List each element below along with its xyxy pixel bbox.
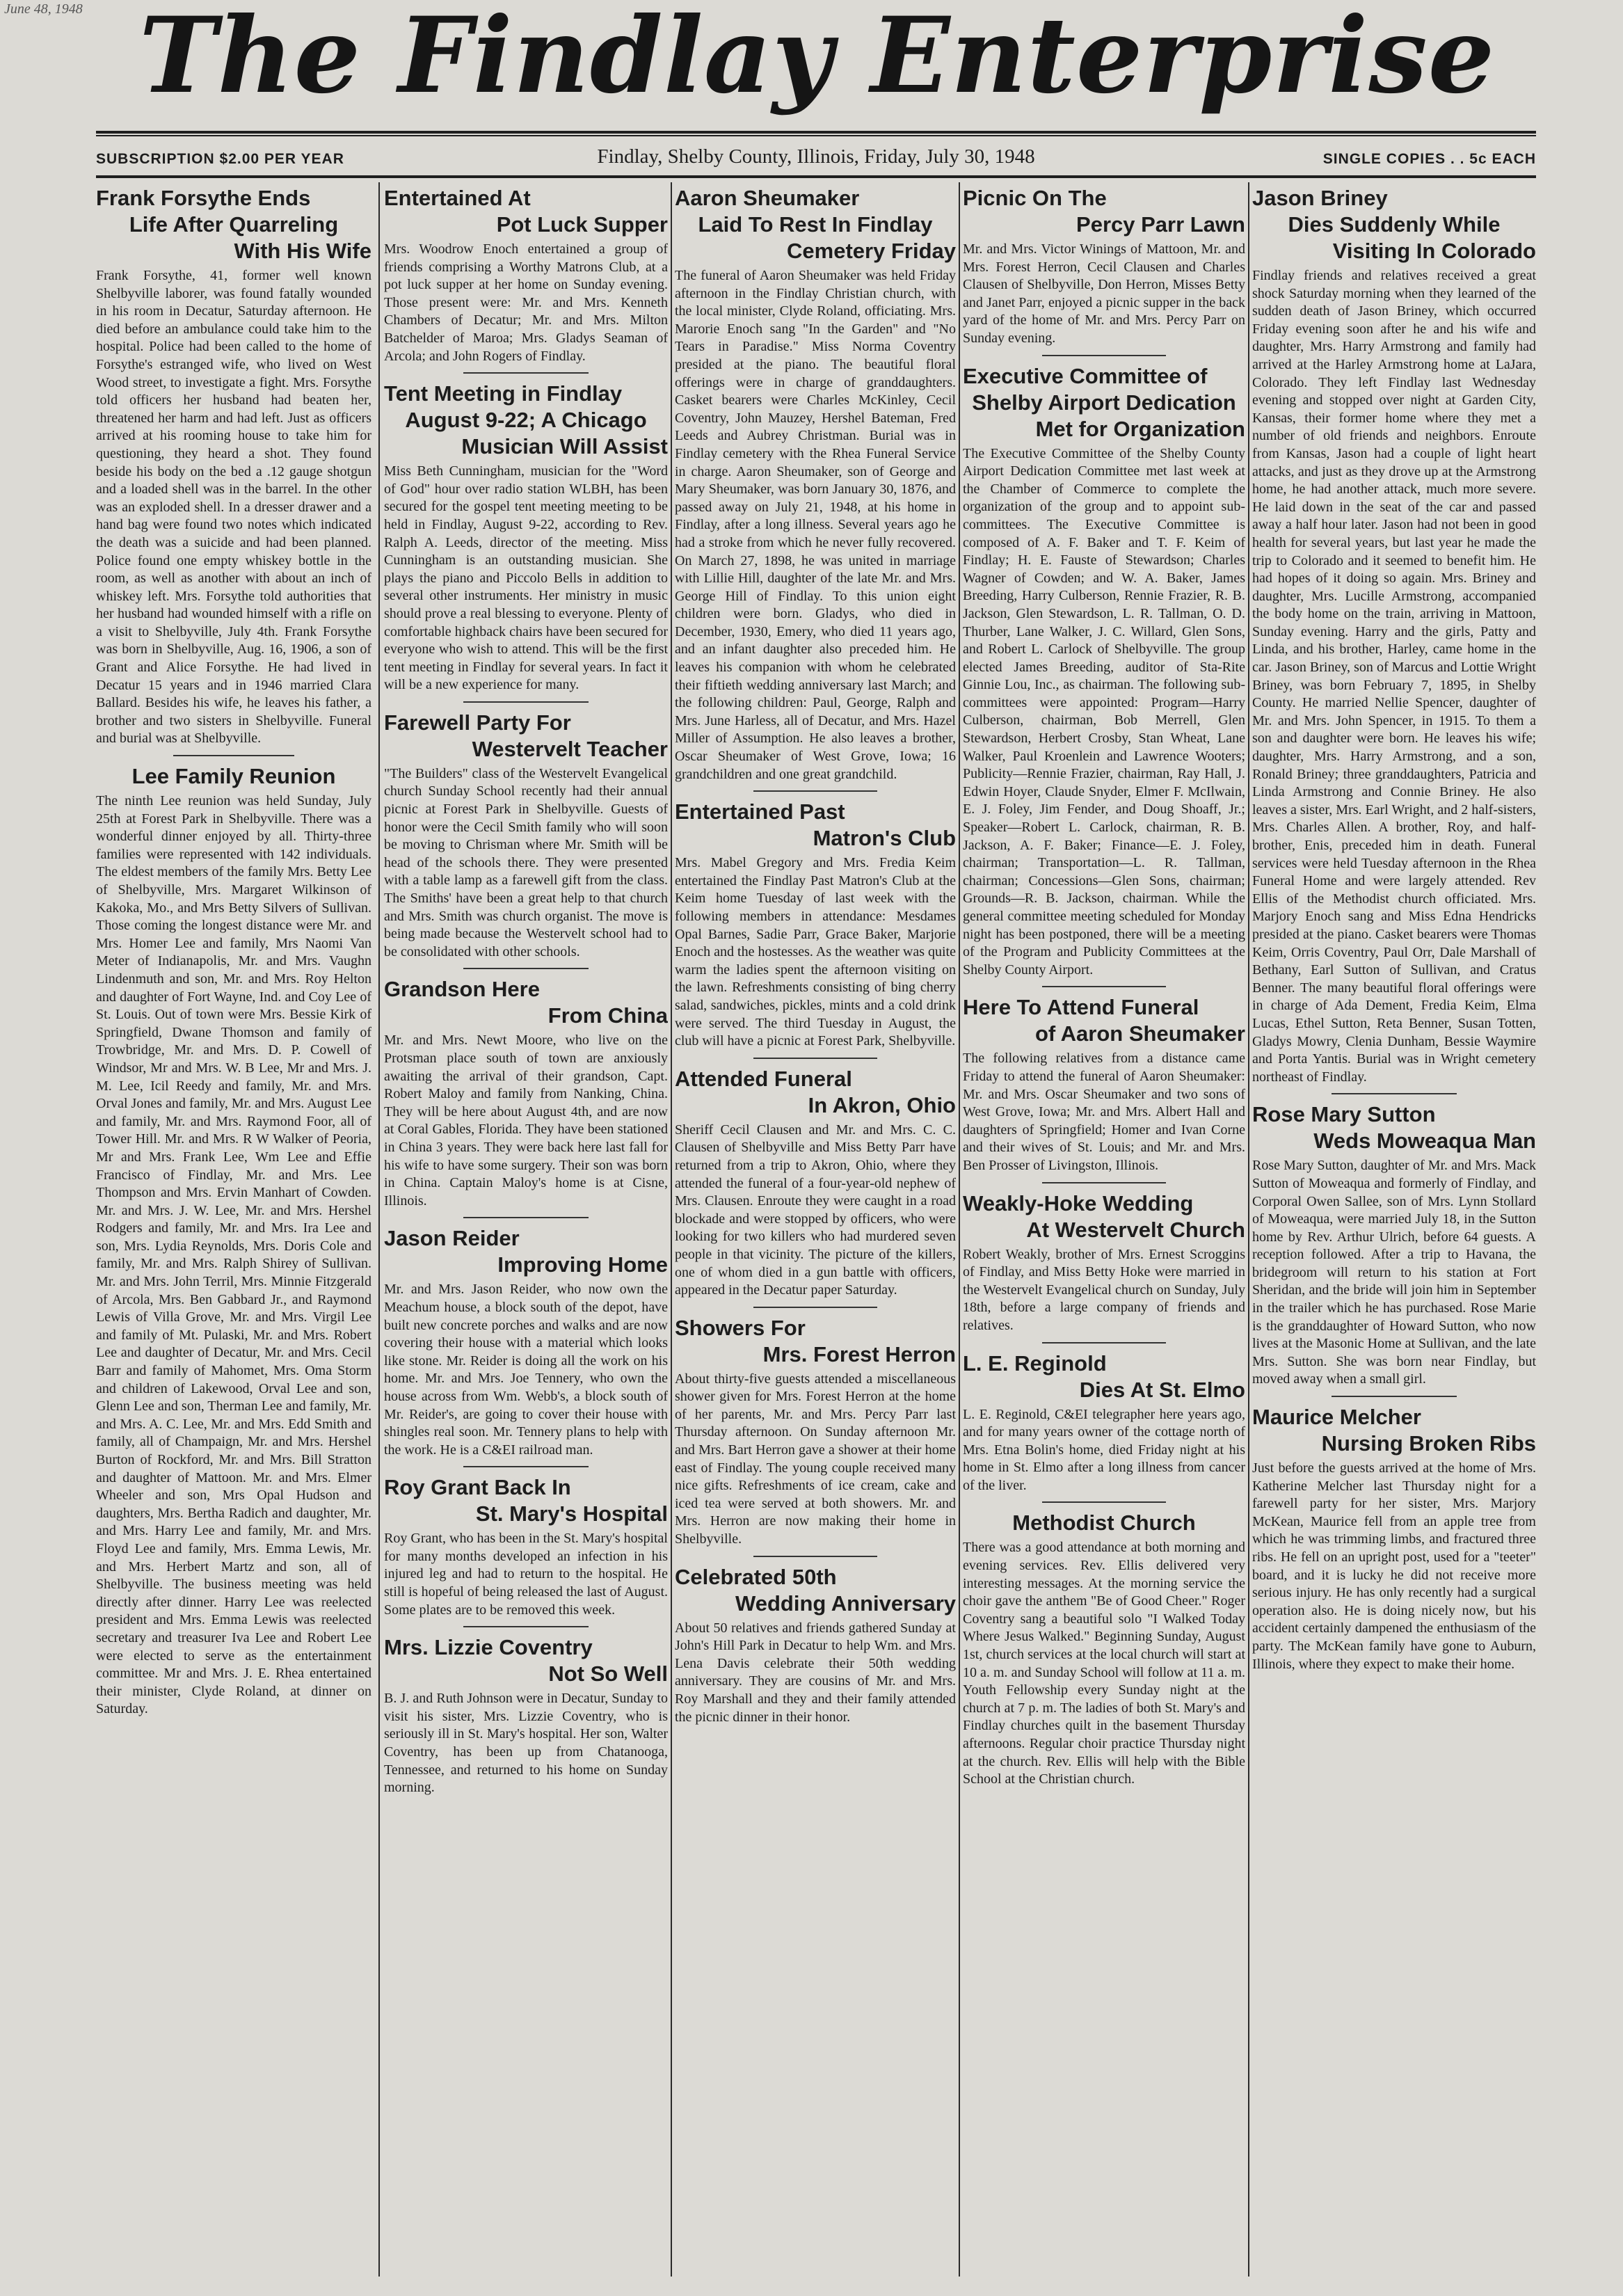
- dateline: Findlay, Shelby County, Illinois, Friday, July 30, 1948: [597, 145, 1035, 168]
- headline-line: Entertained At: [384, 186, 531, 210]
- article-separator: [1042, 355, 1167, 356]
- headline-line: Frank Forsythe Ends: [96, 186, 311, 210]
- column-2: [384, 182, 668, 2290]
- article-separator: [753, 1556, 877, 1557]
- article: [384, 1634, 668, 1797]
- article-separator: [463, 372, 589, 374]
- headline-line: Percy Parr Lawn: [1076, 212, 1245, 237]
- headline-line: Dies Suddenly While: [1288, 212, 1501, 237]
- headline-line: At Westervelt Church: [1026, 1217, 1245, 1242]
- headline-line: August 9-22; A Chicago: [405, 408, 647, 433]
- column-5: [1252, 182, 1536, 2290]
- article: [96, 185, 371, 748]
- headline-line: Shelby Airport Dedication: [972, 390, 1236, 415]
- article-body: Roy Grant, who has been in the St. Mary's hospital for many months developed an infection in his injured leg and had to return to the hospital. He still is hopeful of being released the last of August. Some plates are to be removed this week.: [384, 1531, 668, 1618]
- article: [675, 1564, 956, 1727]
- column-4: [963, 182, 1245, 2290]
- article-separator: [753, 1307, 877, 1308]
- headline-line: In Akron, Ohio: [808, 1092, 956, 1117]
- article: [963, 1190, 1245, 1335]
- headline-line: With His Wife: [234, 239, 371, 263]
- article: [1252, 185, 1536, 1086]
- column-divider: [378, 182, 380, 2277]
- headline-line: Tent Meeting in Findlay: [384, 381, 623, 406]
- article-headline: [1252, 1101, 1536, 1154]
- article-headline: [675, 1066, 956, 1119]
- article: [963, 363, 1245, 980]
- article: [96, 763, 371, 1719]
- article-separator: [753, 790, 877, 792]
- article-body: Mr. and Mrs. Jason Reider, who now own the Meachum house, a block south of the depot, have built new concrete porches and walks and are now covering their house with a material which looks like stone. Mr. Reider is doing all the work on his home. Mr. and Mrs. Joe Tennery, who own the house across from Wm. Webb's, a block south of Mr. Reider's, are going to cover their house with shingles real soon. Mr. Tennery plans to help with the work. He is a C&EI railroad man.: [384, 1282, 668, 1458]
- article: [963, 1350, 1245, 1495]
- headline-line: Lee Family Reunion: [131, 764, 336, 789]
- column-1: [96, 182, 371, 2290]
- article-headline: [675, 1564, 956, 1617]
- article-body: Mrs. Woodrow Enoch entertained a group of friends comprising a Worthy Matrons Club, at a pot luck supper at her home on Sunday evening. Those present were: Mr. and Mrs. Kenneth Chambers of Decatur; Mr. and Mrs. Milton Batchelder of Maroa; Mrs. Gladys Seaman of Arcola; and John Rogers of Findlay.: [384, 241, 668, 364]
- article-headline: [963, 1350, 1245, 1403]
- masthead-rule: [96, 131, 1536, 134]
- article: [1252, 1101, 1536, 1389]
- article: [963, 185, 1245, 348]
- article: [384, 1474, 668, 1619]
- article: [384, 1225, 668, 1459]
- article-body: The Executive Committee of the Shelby County Airport Dedication Committee met last week at the Chamber of Commerce to complete the organization of the group and to appoint sub-committees. The Executive Committee is composed of A. F. Baker and T. F. Keim of Findlay; H. E. Fauste of Stewardson; Charles Wagner of Cowden; and W. A. Baker, James Breeding, Harry Culberson, Rennie Frazier, R. B. Jackson, Glen Stewardson, L. R. Tallman, O. D. Thurber, Lane Walker, J. C. Willard, Glen Sons, and Robert L. Carlock of Shelbyville. The group elected James Breeding, auditor of Sta-Rite Ginnie Lou, Inc., as chairman. The following sub-committees were appointed: Program—Harry Culberson, chairman, Bob Merrell, Glen Stewardson, Herbert Crosby, Stan Wheat, Lane Walker, Paul Kroenlein and Lawrence Wooters; Publicity—Rennie Frazier, chairman, Ray Hall, J. Edwin Hoyer, Claude Snyder, Elmer F. McIlwain, E. J. Foley, Jim Fender, and Doug Shoaff, Jr.; Speaker—Robert L. Carlock, chairman, R. B. Jackson, A. F. Baker; Finance—E. J. Foley, chairman; Transportation—L. R. Tallman, chairman; Concessions—Glen Sons, chairman; Grounds—R. B. Jackson, chairman. While the general committee meeting scheduled for Monday night has been postponed, there will be a meeting of the Program and Publicity Committees at the Shelby County Airport.: [963, 445, 1245, 978]
- headline-line: Farewell Party For: [384, 710, 571, 735]
- headline-line: Mrs. Forest Herron: [762, 1341, 956, 1366]
- article-body: B. J. and Ruth Johnson were in Decatur, Sunday to visit his sister, Mrs. Lizzie Coventry, who is seriously ill in St. Mary's hospital. Her son, Walter Coventry, has been up from Chatanooga, Tennessee, and returned to his home on Sunday morning.: [384, 1691, 668, 1796]
- column-divider: [959, 182, 960, 2277]
- article-separator: [1042, 1501, 1167, 1503]
- headline-line: Not So Well: [548, 1661, 668, 1687]
- article-headline: [675, 799, 956, 852]
- headline-line: Grandson Here: [384, 977, 540, 1002]
- headline-line: L. E. Reginold: [963, 1350, 1107, 1376]
- article-headline: [384, 381, 668, 460]
- headline-line: Aaron Sheumaker: [675, 186, 860, 210]
- article: [384, 976, 668, 1210]
- article-headline: [963, 363, 1245, 443]
- article: [675, 1066, 956, 1300]
- article-body: About 50 relatives and friends gathered Sunday at John's Hill Park in Decatur to help Wm. and Mrs. Lena Davis celebrate their 50th wedding anniversary. They are cousins of Mr. and Mrs. Roy Marshall and they and their family attended the picnic dinner in their honor.: [675, 1620, 956, 1725]
- headline-line: Roy Grant Back In: [384, 1475, 571, 1500]
- article-separator: [463, 701, 589, 703]
- headline-line: Weds Moweaqua Man: [1313, 1129, 1536, 1154]
- article-body: Findlay friends and relatives received a great shock Saturday morning when they learned of the sudden death of Jason Briney, which occurred Friday evening soon after he and his wife and daughter, Mrs. Harry Armstrong and family had arrived at the Harley Armstrong home at LaJara, Colorado. They left Findlay last Wednesday evening and stopped over night at Garden City, Kansas, their former home where they met a number of old friends and neighbors. Enroute from Kansas, Jason had a couple of light heart attacks, and just as they drove up at the Armstrong home, he had another attack, much more severe. He laid down in the seat of the car and passed away a half hour later. Jason had not been in good health for several years, but last year he made the trip to Colorado and it seemed to benefit him. He had hopes of it doing so again. Mrs. Briney and daughter, Mrs. Lucille Armstrong, accompanied the body home on the train, arriving in Mattoon, Sunday evening. Harry and the girls, Patty and Linda, and his brother, Harley, came home in the car. Jason Briney, son of Marcus and Lottie Wright Briney, was born February 7, 1895, in Shelby County. He married Nellie Spencer, daughter of Mr. and Mrs. John Spencer, in 1915. To them a son and daughter were born. He leaves his wife; daughter, Mrs. Harry Armstrong, and a son, Ronald Briney; three granddaughters, Patricia and Linda Armstrong and Connie Briney. He also leaves a sister, Mrs. Earl Wright, and 2 half-sisters, Mrs. Charles Allen. A brother, Roy, and half-brother, Enis, preceded him in death. Funeral services were held Tuesday afternoon in the Rhea Funeral Home and were largely attended. Rev Ellis of the Methodist church officiated. Mrs. Marjory Enoch sang and Miss Edna Hendricks presided at the piano. Casket bearers were Thomas Keim, Orris Coventry, Paul Orr, Dale Marshall of Bethany, Earl Sutton of Sullivan, and Cratus Benner. The many beautiful floral offerings were in charge of Ada Dement, Fredia Keim, Elma Lucas, Ethel Sutton, Reta Benner, Susan Totten, Gladys Mowry, Clenia Dunham, Bessie Waymire and Porta Yantis. Burial was in Wright cemetery northeast of Findlay.: [1252, 268, 1536, 1085]
- headline-line: Westervelt Teacher: [472, 736, 668, 761]
- subscription-price: SUBSCRIPTION $2.00 PER YEAR: [96, 151, 344, 167]
- headline-line: Showers For: [675, 1315, 806, 1340]
- article-separator: [463, 968, 589, 969]
- article-headline: [1252, 1404, 1536, 1457]
- headline-line: Jason Reider: [384, 1226, 520, 1251]
- headline-line: Dies At St. Elmo: [1079, 1377, 1245, 1402]
- article-separator: [463, 1626, 589, 1627]
- column-divider: [1248, 182, 1249, 2277]
- headline-line: Met for Organization: [1035, 416, 1245, 441]
- article-headline: [963, 994, 1245, 1047]
- article-body: Rose Mary Sutton, daughter of Mr. and Mrs. Mack Sutton of Moweaqua and formerly of Findlay, and Corporal Owen Sallee, son of Mrs. Lynn Stollard of Moweaqua, were married July 18, in the Sutton home by Rev. Arthur Ulrich, before 64 guests. A reception followed. After a trip to Havana, the bridegroom will return to his station at Fort Sheridan, and the bride will join him in September in the trailer which he has purchased. Rose Marie is the granddaughter of Howard Sutton, who now lives at the Masonic Home at Sullivan, and the late Mrs. Sutton. She was born near Findlay, but moved away when a small girl.: [1252, 1158, 1536, 1387]
- headline-line: Matron's Club: [813, 826, 956, 851]
- article-separator: [1042, 1342, 1167, 1344]
- headline-line: Musician Will Assist: [461, 434, 668, 459]
- article-body: The ninth Lee reunion was held Sunday, July 25th at Forest Park in Shelbyville. There was a wonderful dinner enjoyed by all. Thirty-three families were represented with 142 individuals. The eldest members of the family Mrs. Betty Lee of Shelbyville, Mrs. Margaret Wilkinson of Kakoka, Mo., and Mrs Betty Silvers of Sullivan. Those coming the longest distance were Mr. and Mrs. Homer Lee and family, Mrs Naomi Van Meter of Indianapolis, Mr. and Mrs. Vaughn Lindenmuth and son, Mr. and Mrs. Roy Helton and daughter of Fort Wayne, Ind. and Coy Lee of St. Louis. Out of town were Mrs. Bessie Kirk of Springfield, Dwane Thomson and family of Trowbridge, Mr. and Mrs. D. P. Cowell of Windsor, Mr and Mrs. W. B Lee, Mr and Mrs. J. M. Lee, Icil Reedy and family, Mr. and Mrs. Orval Jones and family, Mr. and Mrs. August Lee and family, Mr. and Mrs. Raymond Foor, all of Tower Hill. Mr. and Mrs. R W Walker of Peoria, Mr and Mrs. Frank Lee, Wm Lee and Effie Francisco of Findlay, Mr. and Mrs. Lee Thompson and Mrs. Ervin Manhart of Cowden. Mr. and Mrs. J. W. Lee, Mr. and Mrs. Hershel Rodgers and family, Mr. and Mrs. Ira Lee and son, Mrs. Lydia Reynolds, Mrs. Doris Cole and family, Mr. and Mrs. Ralph Shirey of Sullivan. Mr. and Mrs. John Terril, Mrs. Minnie Fitzgerald of Arcola, Mrs. Ben Gabbard Jr., and Raymond Lewis of Villa Grove, Mr. and Mrs. Virgil Lee and family of Mt. Pulaski, Mr. and Mrs. Robert Lee and daughter of Decatur, Mr. and Mrs. Cecil Barr and family of Mahomet, Mrs. Oma Storm and children of Lakewood, Orval Lee and son, Glenn Lee and son, Therman Lee and family, Mr. and Mrs. A. C. Lee, Mr. and Mrs. Edd Smith and family, all of Champaign, Mr. and Mrs. Hershel Burton of Rockford, Mr. and Mrs. Bill Stratton and daughter of Mattoon. Mr. and Mrs. Elmer Wheeler and son, Mrs Opal Hudson and daughters, Mrs. Bertha Radich and daughter, Mr. and Mrs. Harry Lee and family, Mr. and Mrs. Floyd Lee and family, Mrs. Emma Lewis, Mr. and Mrs. Herbert Martz and son, all of Shelbyville. The business meeting was held directly after dinner. Harry Lee was reelected president and Mrs. Emma Lewis was reelected secretary and treasurer Iva Lee and Robert Lee were elected to serve as the entertainment committee. Mr and Mrs. J. E. Rhea entertained their minister, Clyde Roland, at dinner on Saturday.: [96, 793, 371, 1717]
- headline-line: Methodist Church: [1012, 1510, 1196, 1536]
- article: [384, 185, 668, 365]
- article-body: Miss Beth Cunningham, musician for the "Word of God" hour over radio station WLBH, has been secured for the gospel tent meeting meeting to be held in Findlay, August 9-22, according to Rev. Ralph A. Leeds, director of the meeting. Miss Cunningham is an outstanding musician. She plays the piano and Piccolo Bells in addition to several other instruments. Her ministry in music should prove a real blessing to everyone. Plenty of comfortable highback chairs have been secured for everyone who wish to attend. This will be the first tent meeting in Findlay for several years. In fact it will be a new experience for many.: [384, 463, 668, 693]
- article-headline: [963, 185, 1245, 238]
- masthead-rule-thin: [96, 135, 1536, 136]
- article-headline: [384, 710, 668, 763]
- headline-line: Improving Home: [497, 1252, 668, 1277]
- article-separator: [1042, 1182, 1167, 1183]
- headline-line: Cemetery Friday: [787, 239, 956, 263]
- headline-line: Laid To Rest In Findlay: [698, 212, 933, 237]
- headline-line: St. Mary's Hospital: [475, 1501, 668, 1526]
- headline-line: Weakly-Hoke Wedding: [963, 1190, 1194, 1215]
- article: [963, 1510, 1245, 1788]
- article-body: Frank Forsythe, 41, former well known Shelbyville laborer, was found fatally wounded in his room in Decatur, Saturday afternoon. He died before an ambulance could take him to the hospital. Police had been called to the home of Forsythe's estranged wife, who lived on West Wood street, to investigate a fight. Mrs. Forsythe told officers her husband had beaten her, threatened her harm and had left. Just as officers arrived at his rooming house to take him for questioning, they heard a shot. They found beside his body on the bed a .12 gauge shotgun and a loaded shell was in the barrel. In the other was an exploded shell. In a dresser drawer and a hand bag were found two notes which indicated the death was a suicide and had been planned. Police found one empty whiskey bottle in the room, as well as another with about an inch of whiskey left. Mrs. Forsythe told authorities that her husband had wounded himself with a rifle on a visit to Shelbyville, July 4th. Frank Forsythe was born in Shelbyville, Aug. 16, 1906, a son of Grant and Alice Forsythe. He had lived in Decatur 15 years and in 1946 married Clara Ballard. Besides his wife, he leaves his father, a brother and two sisters in Shelbyville. Funeral and burial was at Shelbyville.: [96, 268, 371, 747]
- article-headline: [384, 1634, 668, 1687]
- dateline-bar: [96, 139, 1536, 174]
- article: [384, 710, 668, 962]
- article-headline: [384, 976, 668, 1029]
- masthead: The Findlay Enterprise: [139, 0, 1496, 117]
- headline-line: Entertained Past: [675, 799, 845, 824]
- article-separator: [1332, 1093, 1457, 1094]
- headline-line: Attended Funeral: [675, 1066, 852, 1091]
- article-body: Robert Weakly, brother of Mrs. Ernest Scroggins of Findlay, and Miss Betty Hoke were married in the Westervelt Evangelical church on Sunday, July 18th, before a large company of friends and relatives.: [963, 1246, 1245, 1333]
- article-headline: [384, 1225, 668, 1278]
- article: [675, 185, 956, 783]
- article-separator: [463, 1217, 589, 1218]
- headline-line: of Aaron Sheumaker: [1034, 1021, 1245, 1046]
- article-body: There was a good attendance at both morning and evening services. Rev. Ellis delivered very interesting messages. At the morning service the choir gave the anthem "Be of Good Cheer." Roger Coventry sang a beautiful solo "I Walked Today Where Jesus Walked." Beginning Sunday, August 1st, church services at the local church will start at 10 a. m. and Sunday School will follow at 11 a. m. Youth Fellowship every Sunday night at the church at 7 p. m. The ladies of both St. Mary's and Findlay churches quilt in the basement Thursday afternoons. Regular choir practice Thursday night at the church. Rev. Ellis will help with the Bible School at the Christian church.: [963, 1540, 1245, 1787]
- article-headline: [675, 1315, 956, 1368]
- article-headline: [963, 1510, 1245, 1536]
- article-body: About thirty-five guests attended a miscellaneous shower given for Mrs. Forest Herron at the home of her parents, Mr. and Mrs. Percy Parr last Thursday afternoon. On Sunday afternoon Mr. and Mrs. Bart Herron gave a shower at their home east of Findlay. The young couple received many nice gifts. Refreshments of ice cream, cake and iced tea were served at both showers. Mr. and Mrs. Herron are now making their home in Shelbyville.: [675, 1371, 956, 1547]
- article-separator: [1332, 1396, 1457, 1397]
- headline-line: Here To Attend Funeral: [963, 995, 1199, 1020]
- article-body: Just before the guests arrived at the home of Mrs. Katherine Melcher last Thursday night for a farewell party for her sister, Mrs. Marjory McKean, Maurice fell from an apple tree from which he was trimming limbs, and fractured three ribs. He fell on an upright post, used for a "teeter" board, and it is lucky he did not receive more serious injury. He has only recently had a surgical operation also. He is doing nicely now, but his accident certainly dampened the enthusiasm of the party. The McKean family have gone to Auburn, Illinois, where they expect to make their home.: [1252, 1460, 1536, 1672]
- headline-line: Wedding Anniversary: [735, 1591, 956, 1616]
- single-copy-price: SINGLE COPIES . . 5c EACH: [1322, 151, 1536, 167]
- article-separator: [753, 1058, 877, 1059]
- article-body: Sheriff Cecil Clausen and Mr. and Mrs. C. C. Clausen of Shelbyville and Miss Betty Parr have returned from a trip to Akron, Ohio, where they attended the funeral of a four-year-old nephew of Mrs. Clausen. Enroute they were caught in a road blockade and were stopped by officers, who were looking for two killers who had murdered seven people in that vicinity. The picture of the killers, one of whom died in a gun battle with officers, appeared in the Decatur paper Saturday.: [675, 1122, 956, 1298]
- article: [963, 994, 1245, 1174]
- headline-line: Pot Luck Supper: [496, 212, 668, 237]
- article-headline: [96, 185, 371, 264]
- article-body: "The Builders" class of the Westervelt Evangelical church Sunday School recently had their annual picnic at Forest Park in Shelbyville. Guests of honor were the Cecil Smith family who will soon be moving to Chrisman where Mr. Smith will be head of the schools there. They were presented with a table lamp as a farewell gift from the class. The Smiths' have been a great help to that church and Mrs. Smith was church organist. The move is being made because the Westervelt school had to be consolidated with other schools.: [384, 765, 668, 959]
- article-body: Mr. and Mrs. Newt Moore, who live on the Protsman place south of town are anxiously awaiting the arrival of their grandson, Capt. Robert Maloy and family from Nanking, China. They will be here about August 4th, and are now at Coral Gables, Florida. They have been stationed in China 3 years. They were back here last fall for his wife to have some surgery. Their son was born in China. Captain Maloy's home is at Cisne, Illinois.: [384, 1033, 668, 1209]
- article-headline: [384, 1474, 668, 1527]
- headline-line: Picnic On The: [963, 186, 1107, 210]
- article: [384, 381, 668, 694]
- article-separator: [173, 755, 294, 756]
- article-body: Mr. and Mrs. Victor Winings of Mattoon, Mr. and Mrs. Forest Herron, Cecil Clausen and Charles Clausen of Shelbyville, Don Herron, Misses Betty and Janet Parr, enjoyed a picnic supper in the back yard of the home of Mr. and Mrs. Percy Parr on Sunday evening.: [963, 241, 1245, 346]
- article-body: The funeral of Aaron Sheumaker was held Friday afternoon in the Findlay Christian church, with the local minister, Clyde Roland, officiating. Mrs. Marorie Enoch sang "In the Garden" and "No Tears in Paradise." Miss Norma Coventry presided at the piano. The beautiful floral offerings were in charge of granddaughters. Casket bearers were Charles McKinley, Cecil Coventry, John Mauzey, Hershel Bateman, Fred Leeds and Aubrey Christman. Burial was in Findlay cemetery with the Rhea Funeral Service in charge. Aaron Sheumaker, son of George and Mary Sheumaker, was born January 30, 1876, and passed away on July 21, 1948, at his home in Findlay, after a long illness. Several years ago he had a stroke from which he never fully recovered. On March 27, 1898, he was united in marriage with Lillie Hill, daughter of the late Mr. and Mrs. George Hill of Findlay. To this union eight children were born. Gladys, who died in December, 1930, Emery, who died 11 years ago, and an infant daughter also preceded him. He leaves his companion with whom he celebrated their fiftieth wedding anniversary last March; and the following children: Paul, George, Ralph and Mrs. June Harless, all of Decatur, and Mrs. Hazel Miller of Assumption. He also leaves a brother, Oscar Sheumaker of West Grove, Iowa; 16 grandchildren and one great grandchild.: [675, 268, 956, 782]
- headline-line: Maurice Melcher: [1252, 1405, 1421, 1430]
- headline-line: From China: [547, 1003, 668, 1028]
- dateline-rule: [96, 175, 1536, 178]
- headline-line: Life After Quarreling: [129, 212, 339, 237]
- article-separator: [463, 1466, 589, 1467]
- column-divider: [671, 182, 672, 2277]
- article-headline: [963, 1190, 1245, 1243]
- article: [1252, 1404, 1536, 1673]
- article-headline: [1252, 185, 1536, 264]
- article: [675, 799, 956, 1051]
- article-body: L. E. Reginold, C&EI telegrapher here years ago, and for many years owner of the cottage north of Mrs. Etna Bolin's home, died Friday night at his home in St. Elmo after a long illness from cancer of the liver.: [963, 1406, 1245, 1493]
- date-stamp: June 48, 1948: [4, 1, 83, 17]
- article-separator: [1042, 986, 1167, 987]
- headline-line: Executive Committee of: [963, 363, 1208, 388]
- article-headline: [96, 763, 371, 790]
- article: [675, 1315, 956, 1549]
- article-headline: [384, 185, 668, 238]
- headline-line: Mrs. Lizzie Coventry: [384, 1635, 593, 1660]
- headline-line: Visiting In Colorado: [1332, 239, 1536, 263]
- column-3: [675, 182, 956, 2290]
- article-headline: [675, 185, 956, 264]
- article-body: The following relatives from a distance came Friday to attend the funeral of Aaron Sheumaker: Mr. and Mrs. Oscar Sheumaker and two sons of West Grove, Iowa; Mr. and Mrs. Albert Hall and daughters of Springfield; Homer and Ivan Corne and their wives of St. Louis; and Mr. and Mrs. Ben Prosser of Livingston, Illinois.: [963, 1051, 1245, 1173]
- headline-line: Celebrated 50th: [675, 1564, 837, 1589]
- headline-line: Jason Briney: [1252, 186, 1388, 210]
- article-body: Mrs. Mabel Gregory and Mrs. Fredia Keim entertained the Findlay Past Matron's Club at the Keim home Tuesday of last week with the following members in attendance: Mesdames Opal Barnes, Sadie Parr, Grace Baker, Marjorie Enoch and the hostesses. As the weather was quite warm the ladies spent the afternoon visiting on the lawn. Refreshments consisting of bing cherry salad, sandwiches, pickles, mints and a cold drink were served. The third Tuesday in August, the club will have a picnic at Forest Park, Shelbyville.: [675, 855, 956, 1049]
- headline-line: Rose Mary Sutton: [1252, 1102, 1436, 1127]
- headline-line: Nursing Broken Ribs: [1321, 1431, 1536, 1456]
